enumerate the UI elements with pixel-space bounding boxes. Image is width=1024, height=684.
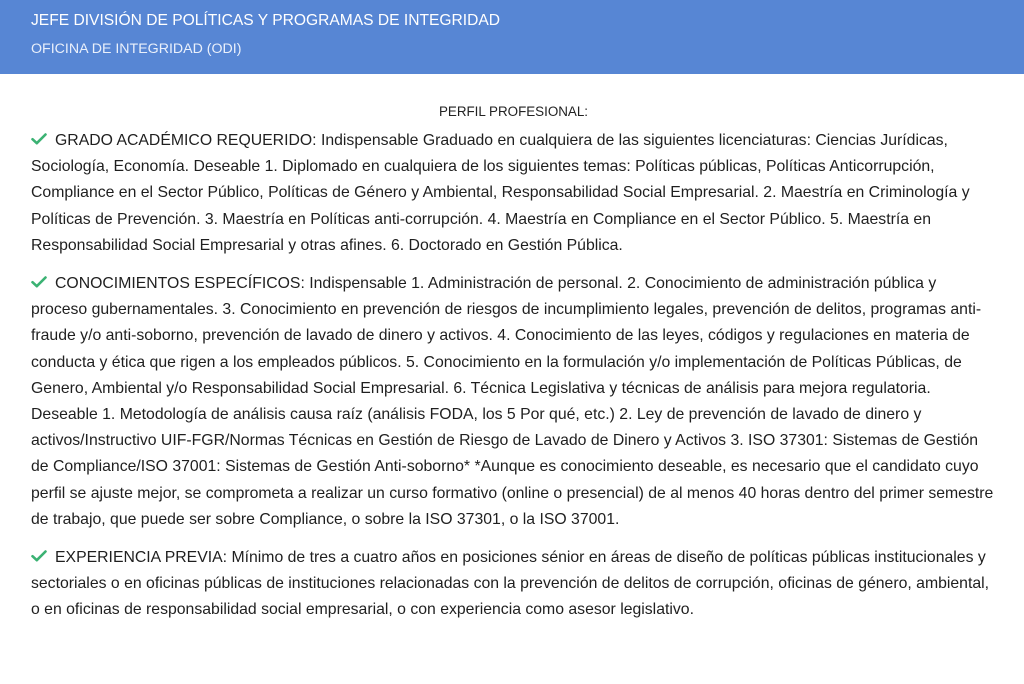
job-header [0, 0, 1024, 74]
office-name: OFICINA DE INTEGRIDAD (ODI) [31, 41, 242, 57]
job-title: JEFE DIVISIÓN DE POLÍTICAS Y PROGRAMAS DE INTEGRIDAD [31, 12, 501, 29]
requirement-text: CONOCIMIENTOS ESPECÍFICOS: Indispensable 1. Administración de personal. 2. Conocimiento de administración pública y proceso gubernamentales. 3. Conocimiento en prevención de riesgos de incumplimiento legales, prevención de delitos, programas anti-fraude y/o anti-soborno, prevención de lavado de dinero y activos. 4. Conocimiento de las leyes, códigos y regulaciones en materia de conducta y ética que rigen a los empleados públicos. 5. Conocimiento en la formulación y/o implementación de Políticas Públicas, de Genero, Ambiental y/o Responsabilidad Social Empresarial. 6. Técnica Legislativa y técnicas de análisis para mejora regulatoria. Deseable 1. Metodología de análisis causa raíz (análisis FODA, los 5 Por qué, etc.) 2. Ley de prevención de lavado de dinero y activos/Instructivo UIF-FGR/Normas Técnicas en Gestión de Riesgo de Lavado de Dinero y Activos 3. ISO 37301: Sistemas de Gestión de Compliance/ISO 37001: Sistemas de Gestión Anti-soborno* *Aunque es conocimiento deseable, es necesario que el candidato cuyo perfil se ajuste mejor, se comprometa a realizar un curso formativo (online o presencial) de al menos 40 horas dentro del primer semestre de trabajo, que puede ser sobre Compliance, o sobre la ISO 37301, o la ISO 37001. [31, 275, 994, 528]
check-icon [31, 275, 47, 289]
check-icon [31, 132, 47, 146]
requirement-text: GRADO ACADÉMICO REQUERIDO: Indispensable Graduado en cualquiera de las siguientes licenciaturas: Ciencias Jurídicas, Sociología, Economía. Deseable 1. Diplomado en cualquiera de los siguientes temas: Políticas públicas, Políticas Anticorrupción, Compliance en el Sector Público, Políticas de Género y Ambiental, Responsabilidad Social Empresarial. 2. Maestría en Criminología y Políticas de Prevención. 3. Maestría en Políticas anti-corrupción. 4. Maestría en Compliance en el Sector Público. 5. Maestría en Responsabilidad Social Empresarial y otras afines. 6. Doctorado en Gestión Pública. [31, 132, 970, 254]
check-icon [31, 549, 47, 563]
profile-content [0, 104, 1024, 624]
profile-heading: PERFIL PROFESIONAL: [438, 104, 589, 119]
requirement-item-knowledge [31, 271, 996, 533]
requirement-item-experience [31, 545, 996, 624]
requirement-item-academic [31, 128, 996, 259]
requirement-text: EXPERIENCIA PREVIA: Mínimo de tres a cuatro años en posiciones sénior en áreas de diseño de políticas públicas institucionales y sectoriales o en oficinas públicas de instituciones relacionadas con la prevención de delitos de corrupción, oficinas de género, ambiental, o en oficinas de responsabilidad social empresarial, o con experiencia como asesor legislativo. [31, 549, 990, 619]
